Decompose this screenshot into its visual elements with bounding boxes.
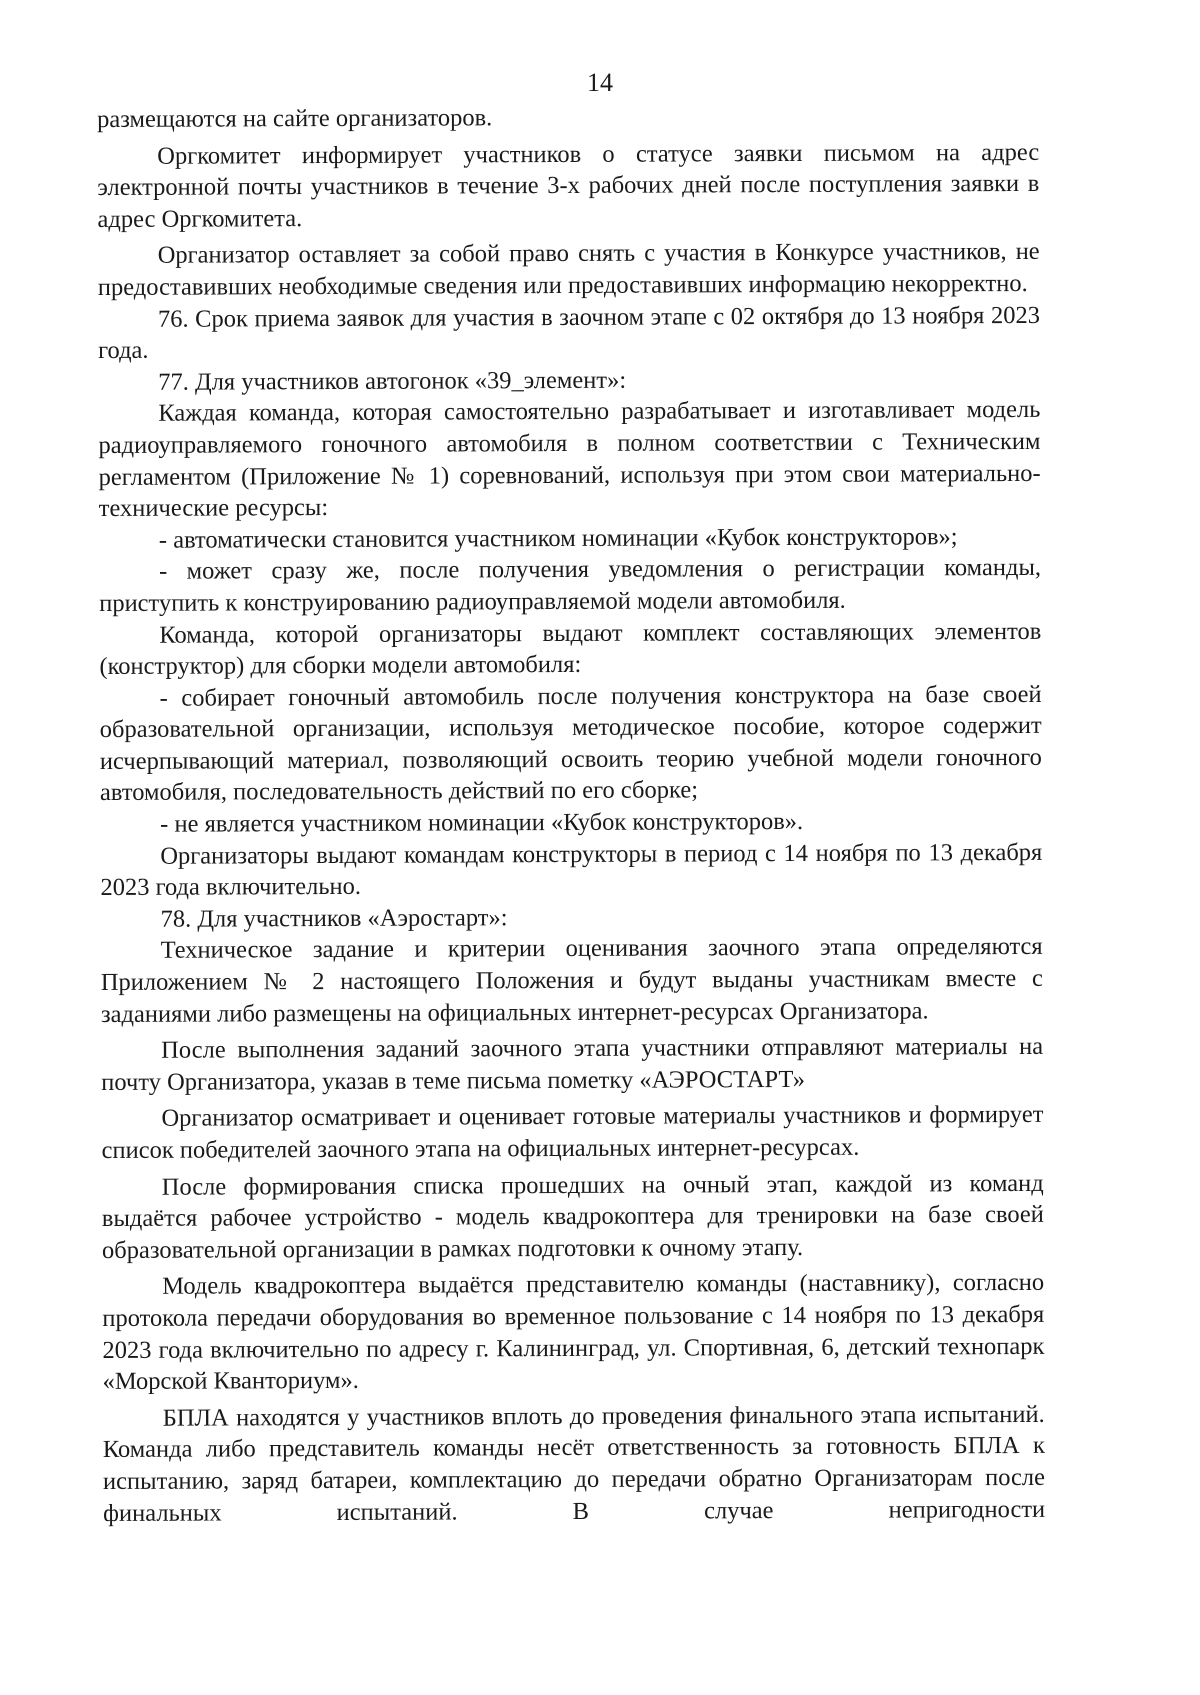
paragraph: Организатор оставляет за собой право снять с участия в Конкурсе участников, не предоставивших необходимые сведения или предоставивших информацию некорректно.: [97, 238, 1040, 301]
paragraph: Оргкомитет информирует участников о статусе заявки письмом на адрес электронной почты участников в течение 3-х рабочих дней после поступления заявки в адрес Оргкомитета.: [97, 138, 1040, 233]
list-item: - не является участником номинации «Кубок конструкторов».: [160, 807, 804, 838]
paragraph: БПЛА находятся у участников вплоть до проведения финального этапа испытаний. Команда либо представитель команды несёт ответственность за готовность БПЛА к испытанию, заряд батареи, комплектацию до передачи обратно Организаторам после финальных испытаний. В случае непригодности: [102, 1400, 1046, 1527]
paragraph: Модель квадрокоптера выдаётся представителю команды (наставнику), согласно протокола передачи оборудования во временное пользование с 14 ноября по 13 декабря 2023 года включительно по адресу г. Калининград, ул. Спортивная, 6, детский технопарк «Морской Кванториум».: [102, 1269, 1045, 1396]
paragraph-item-77-heading: 77. Для участников автогонок «39_элемент»:: [158, 366, 627, 396]
paragraph-item-78-heading: 78. Для участников «Аэростарт»:: [160, 904, 508, 933]
paragraph: Техническое задание и критерии оценивания заочного этапа определяются Приложением № 2 настоящего Положения и будут выданы участникам вместе с заданиями либо размещены на официальных интернет-ресурсах Организатора.: [100, 933, 1043, 1028]
paragraph: Команда, которой организаторы выдают комплект составляющих элементов (конструктор) для сборки модели автомобиля:: [99, 617, 1042, 681]
list-item: - собирает гоночный автомобиль после получения конструктора на базе своей образовательной организации, используя методическое пособие, которое содержит исчерпывающий материал, позволяющий освоить теорию учебной модели гоночного автомобиля, последовательность действий по его сборке;: [99, 680, 1042, 807]
paragraph: Организатор осматривает и оценивает готовые материалы участников и формирует список победителей заочного этапа на официальных интернет-ресурсах.: [101, 1101, 1044, 1164]
page-number: 14: [587, 68, 613, 97]
paragraph: После выполнения заданий заочного этапа участники отправляют материалы на почту Организатора, указав в теме письма пометку «АЭРОСТАРТ»: [101, 1033, 1044, 1096]
paragraph: Организаторы выдают командам конструкторы в период с 14 ноября по 13 декабря 2023 года включительно.: [100, 838, 1043, 902]
paragraph: размещаются на сайте организаторов.: [97, 104, 493, 133]
list-item: - автоматически становится участником номинации «Кубок конструкторов»;: [158, 522, 958, 554]
paragraph-item-76: 76. Срок приема заявок для участия в заочном этапе с 02 октября до 13 ноября 2023 года.: [98, 301, 1040, 365]
document-body: [97, 100, 1045, 1529]
list-item: - может сразу же, после получения уведомления о регистрации команды, приступить к конструированию радиоуправляемой модели автомобиля.: [99, 554, 1042, 617]
paragraph: После формирования списка прошедших на очный этап, каждой из команд выдаётся рабочее устройство - модель квадрокоптера для тренировки на базе своей образовательной организации в рамках подготовки к очному этапу.: [101, 1169, 1044, 1264]
paragraph: Каждая команда, которая самостоятельно разрабатывает и изготавливает модель радиоуправляемого гоночного автомобиля в полном соответствии с Техническим регламентом (Приложение № 1) соревнований, используя при этом свои материально-технические ресурсы:: [98, 396, 1041, 523]
